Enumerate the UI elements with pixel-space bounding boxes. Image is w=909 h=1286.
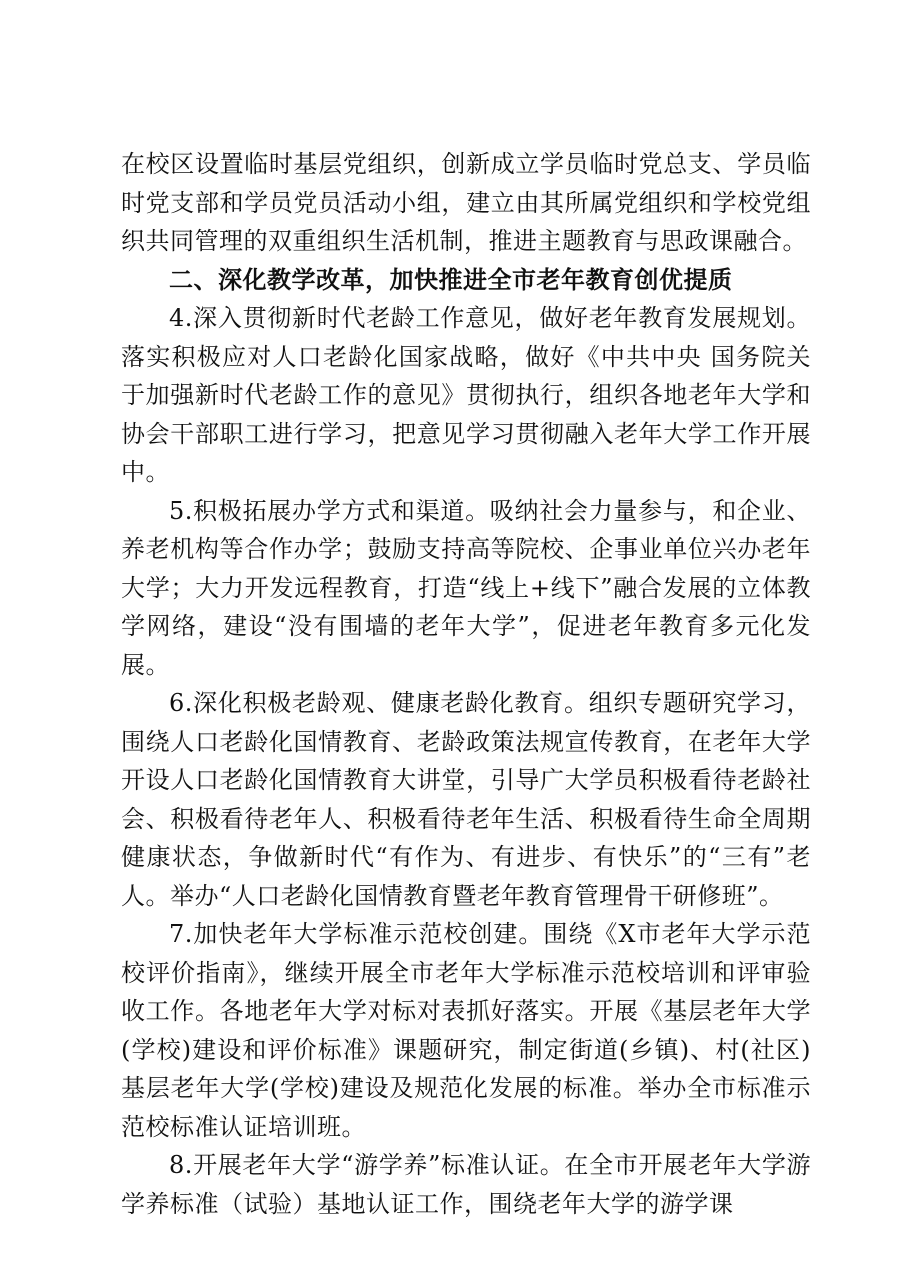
document-body bbox=[121, 145, 811, 1223]
paragraph-item-6: 6.深化积极老龄观、健康老龄化教育。组织专题研究学习，围绕人口老龄化国情教育、老龄政策法规宣传教育，在老年大学开设人口老龄化国情教育大讲堂，引导广大学员积极看待老龄社会、积极看待老年人、积极看待老年生活、积极看待生命全周期健康状态，争做新时代“有作为、有进步、有快乐”的“三有”老人。举办“人口老龄化国情教育暨老年教育管理骨干研修班”。 bbox=[121, 689, 811, 910]
paragraph-party-organization: 在校区设置临时基层党组织，创新成立学员临时党总支、学员临时党支部和学员党员活动小组，建立由其所属党组织和学校党组织共同管理的双重组织生活机制，推进主题教育与思政课融合。 bbox=[121, 150, 811, 255]
paragraph-item-5: 5.积极拓展办学方式和渠道。吸纳社会力量参与，和企业、养老机构等合作办学；鼓励支持高等院校、企事业单位兴办老年大学；大力开发远程教育，打造“线上+线下”融合发展的立体教学网络，建设“没有围墙的老年大学”，促进老年教育多元化发展。 bbox=[121, 496, 811, 679]
paragraph-item-8: 8.开展老年大学“游学养”标准认证。在全市开展老年大学游学养标准（试验）基地认证工作，围绕老年大学的游学课 bbox=[121, 1151, 811, 1218]
section-heading-teaching-reform: 二、深化教学改革，加快推进全市老年教育创优提质 bbox=[169, 265, 733, 294]
paragraph-item-7: 7.加快老年大学标准示范校创建。围绕《X市老年大学示范校评价指南》，继续开展全市老年大学标准示范校培训和评审验收工作。各地老年大学对标对表抓好落实。开展《基层老年大学(学校)建设和评价标准》课题研究，制定街道(乡镇)、村(社区)基层老年大学(学校)建设及规范化发展的标准。举办全市标准示范校标准认证培训班。 bbox=[121, 920, 811, 1141]
paragraph-item-4: 4.深入贯彻新时代老龄工作意见，做好老年教育发展规划。落实积极应对人口老龄化国家战略，做好《中共中央 国务院关于加强新时代老龄工作的意见》贯彻执行，组织各地老年大学和协会干部职工进行学习，把意见学习贯彻融入老年大学工作开展中。 bbox=[121, 304, 811, 486]
